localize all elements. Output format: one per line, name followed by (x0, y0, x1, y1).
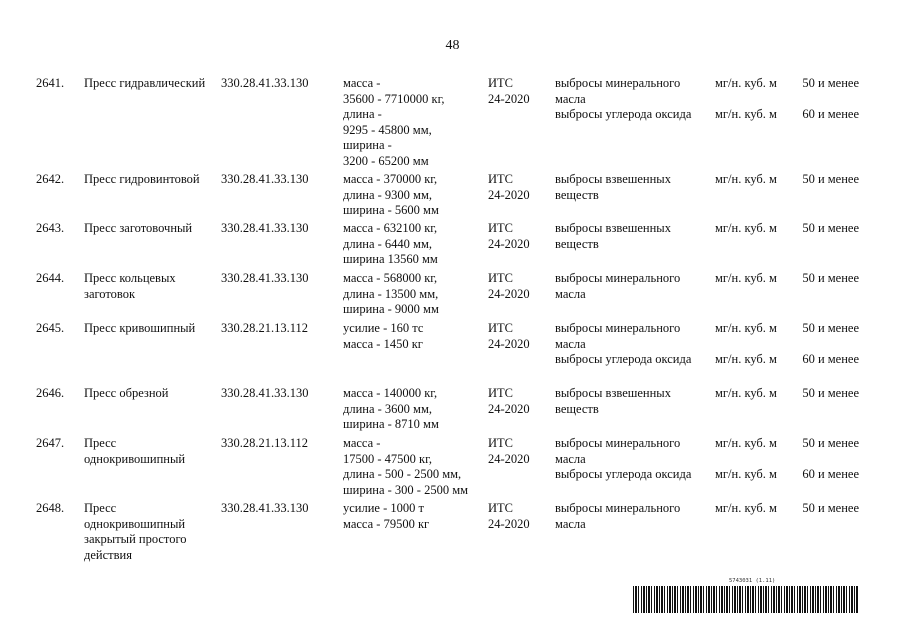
text-line: ширина - 5600 мм (343, 203, 439, 217)
text-line: выбросы углерода оксида (555, 107, 692, 121)
pollutant-column (555, 321, 691, 368)
text-line: масса - 632100 кг, (343, 221, 438, 235)
text-line: ширина - 9000 мм (343, 302, 439, 316)
pollutant-column (555, 271, 680, 302)
pollutant-limit: 50 и менее (802, 436, 859, 450)
text-line: масса - (343, 436, 381, 450)
text-line: Пресс обрезной (84, 386, 169, 400)
pollutant-limit: 60 и менее (802, 352, 859, 366)
okpd-code: 330.28.41.33.130 (221, 271, 309, 285)
pollutant-name (555, 321, 691, 352)
okpd-code: 330.28.41.33.130 (221, 386, 309, 400)
text-line: 24-2020 (488, 401, 530, 416)
text-line: выбросы минерального (555, 76, 681, 90)
equipment-name (84, 271, 214, 302)
equipment-name (84, 221, 214, 237)
text-line: ИТС (488, 386, 513, 400)
text-line: масла (555, 286, 586, 301)
text-line: выбросы взвешенных (555, 386, 671, 400)
equipment-parameters (343, 221, 438, 268)
row-number: 2642. (36, 172, 65, 186)
text-line: длина - 3600 мм, (343, 401, 433, 416)
pollutant-name (555, 172, 671, 203)
text-line: масса - 79500 кг (343, 516, 430, 531)
its-reference (488, 501, 530, 532)
limit-column (802, 386, 859, 417)
pollutant-unit: мг/н. куб. м (715, 436, 777, 450)
barcode-bars (633, 586, 858, 613)
row-number: 2645. (36, 321, 65, 335)
text-line: Пресс (84, 436, 117, 450)
text-line: действия (84, 547, 132, 562)
text-line: 35600 - 7710000 кг, (343, 91, 445, 106)
limit-column (802, 221, 859, 252)
pollutant-unit: мг/н. куб. м (715, 221, 777, 235)
pollutant-name (555, 436, 691, 467)
text-line: длина - 13500 мм, (343, 286, 439, 301)
row-number: 2641. (36, 76, 65, 90)
text-line: заготовок (84, 286, 136, 301)
pollutant-name (555, 352, 691, 368)
pollutant-name (555, 386, 671, 417)
unit-column (715, 386, 777, 417)
pollutant-unit: мг/н. куб. м (715, 467, 777, 481)
text-line: выбросы минерального (555, 271, 681, 285)
pollutant-column (555, 501, 680, 532)
pollutant-name (555, 107, 691, 123)
pollutant-unit: мг/н. куб. м (715, 107, 777, 121)
pollutant-column (555, 386, 671, 417)
equipment-parameters (343, 172, 439, 219)
text-line: масла (555, 91, 586, 106)
pollutant-name (555, 221, 671, 252)
text-line: 24-2020 (488, 91, 530, 106)
pollutant-limit: 50 и менее (802, 76, 859, 90)
text-line: выбросы взвешенных (555, 172, 671, 186)
text-line: 17500 - 47500 кг, (343, 451, 432, 466)
barcode-label: 5743031 (1.11) (729, 578, 776, 584)
text-line: выбросы взвешенных (555, 221, 671, 235)
text-line: 24-2020 (488, 336, 530, 351)
text-line: длина - (343, 107, 382, 121)
limit-column (802, 76, 859, 123)
text-line: масса - 568000 кг, (343, 271, 438, 285)
text-line: усилие - 160 тс (343, 321, 424, 335)
pollutant-name (555, 467, 691, 483)
text-line: ИТС (488, 436, 513, 450)
limit-column (802, 436, 859, 483)
equipment-parameters (343, 321, 423, 352)
equipment-name (84, 76, 214, 92)
equipment-name (84, 501, 214, 563)
pollutant-name (555, 76, 691, 107)
pollutant-unit: мг/н. куб. м (715, 76, 777, 90)
text-line: масса - 1450 кг (343, 336, 423, 351)
okpd-code: 330.28.21.13.112 (221, 436, 309, 450)
text-line: Пресс кольцевых (84, 271, 176, 285)
equipment-name (84, 436, 214, 467)
okpd-code: 330.28.41.33.130 (221, 501, 309, 515)
text-line: 24-2020 (488, 236, 530, 251)
pollutant-unit: мг/н. куб. м (715, 352, 777, 366)
pollutant-column (555, 221, 671, 252)
text-line: ширина 13560 мм (343, 252, 438, 266)
text-line: масла (555, 451, 586, 466)
okpd-code: 330.28.21.13.112 (221, 321, 309, 335)
its-reference (488, 76, 530, 107)
its-reference (488, 172, 530, 203)
text-line: длина - 6440 мм, (343, 236, 433, 251)
pollutant-name (555, 271, 680, 302)
limit-column (802, 501, 859, 532)
unit-column (715, 221, 777, 252)
unit-column (715, 76, 777, 123)
unit-column (715, 271, 777, 302)
text-line: Пресс гидравлический (84, 76, 206, 90)
text-line: усилие - 1000 т (343, 501, 424, 515)
text-line: масла (555, 516, 586, 531)
unit-column (715, 501, 777, 532)
its-reference (488, 321, 530, 352)
text-line: масса - 140000 кг, (343, 386, 438, 400)
pollutant-unit: мг/н. куб. м (715, 501, 777, 515)
limit-column (802, 172, 859, 203)
pollutant-limit: 60 и менее (802, 107, 859, 121)
pollutant-column (555, 172, 671, 203)
equipment-parameters (343, 501, 429, 532)
pollutant-limit: 50 и менее (802, 271, 859, 285)
pollutant-unit: мг/н. куб. м (715, 172, 777, 186)
pollutant-unit: мг/н. куб. м (715, 271, 777, 285)
pollutant-limit: 50 и менее (802, 386, 859, 400)
row-number: 2646. (36, 386, 65, 400)
pollutant-limit: 50 и менее (802, 321, 859, 335)
text-line: ИТС (488, 221, 513, 235)
equipment-name (84, 321, 214, 337)
text-line: ИТС (488, 321, 513, 335)
text-line: масла (555, 336, 586, 351)
pollutant-unit: мг/н. куб. м (715, 321, 777, 335)
its-reference (488, 271, 530, 302)
unit-column (715, 321, 777, 368)
pollutant-name (555, 501, 680, 532)
pollutant-limit: 50 и менее (802, 501, 859, 515)
row-number: 2643. (36, 221, 65, 235)
text-line: выбросы минерального (555, 321, 681, 335)
unit-column (715, 436, 777, 483)
equipment-parameters (343, 436, 468, 498)
text-line: длина - 500 - 2500 мм, (343, 467, 462, 481)
text-line: масса - 370000 кг, (343, 172, 438, 186)
its-reference (488, 436, 530, 467)
equipment-name (84, 386, 214, 402)
pollutant-unit: мг/н. куб. м (715, 386, 777, 400)
its-reference (488, 221, 530, 252)
pollutant-limit: 60 и менее (802, 467, 859, 481)
okpd-code: 330.28.41.33.130 (221, 221, 309, 235)
text-line: веществ (555, 187, 599, 202)
text-line: ширина - (343, 138, 392, 152)
text-line: ИТС (488, 172, 513, 186)
text-line: закрытый простого (84, 532, 187, 546)
okpd-code: 330.28.41.33.130 (221, 76, 309, 90)
equipment-parameters (343, 76, 444, 169)
text-line: ширина - 8710 мм (343, 417, 439, 431)
barcode (633, 578, 858, 614)
text-line: 24-2020 (488, 187, 530, 202)
text-line: длина - 9300 мм, (343, 187, 433, 202)
text-line: 9295 - 45800 мм, (343, 122, 432, 137)
text-line: веществ (555, 236, 599, 251)
text-line: ИТС (488, 76, 513, 90)
text-line: ИТС (488, 501, 513, 515)
unit-column (715, 172, 777, 203)
text-line: Пресс (84, 501, 117, 515)
limit-column (802, 321, 859, 368)
row-number: 2648. (36, 501, 65, 515)
text-line: выбросы углерода оксида (555, 467, 692, 481)
text-line: 24-2020 (488, 451, 530, 466)
text-line: выбросы минерального (555, 436, 681, 450)
text-line: Пресс кривошипный (84, 321, 196, 335)
okpd-code: 330.28.41.33.130 (221, 172, 309, 186)
text-line: однокривошипный (84, 451, 186, 466)
equipment-parameters (343, 271, 439, 318)
limit-column (802, 271, 859, 302)
pollutant-column (555, 436, 691, 483)
text-line: 24-2020 (488, 286, 530, 301)
pollutant-limit: 50 и менее (802, 172, 859, 186)
text-line: ИТС (488, 271, 513, 285)
text-line: однокривошипный (84, 516, 186, 531)
text-line: Пресс гидровинтовой (84, 172, 200, 186)
equipment-parameters (343, 386, 439, 433)
row-number: 2647. (36, 436, 65, 450)
its-reference (488, 386, 530, 417)
pollutant-column (555, 76, 691, 123)
equipment-name (84, 172, 214, 188)
text-line: веществ (555, 401, 599, 416)
text-line: ширина - 300 - 2500 мм (343, 482, 469, 497)
text-line: выбросы минерального (555, 501, 681, 515)
text-line: масса - (343, 76, 381, 90)
text-line: 24-2020 (488, 516, 530, 531)
pollutant-limit: 50 и менее (802, 221, 859, 235)
row-number: 2644. (36, 271, 65, 285)
page-number: 48 (445, 38, 460, 53)
text-line: выбросы углерода оксида (555, 352, 692, 366)
text-line: Пресс заготовочный (84, 221, 193, 235)
text-line: 3200 - 65200 мм (343, 153, 429, 168)
